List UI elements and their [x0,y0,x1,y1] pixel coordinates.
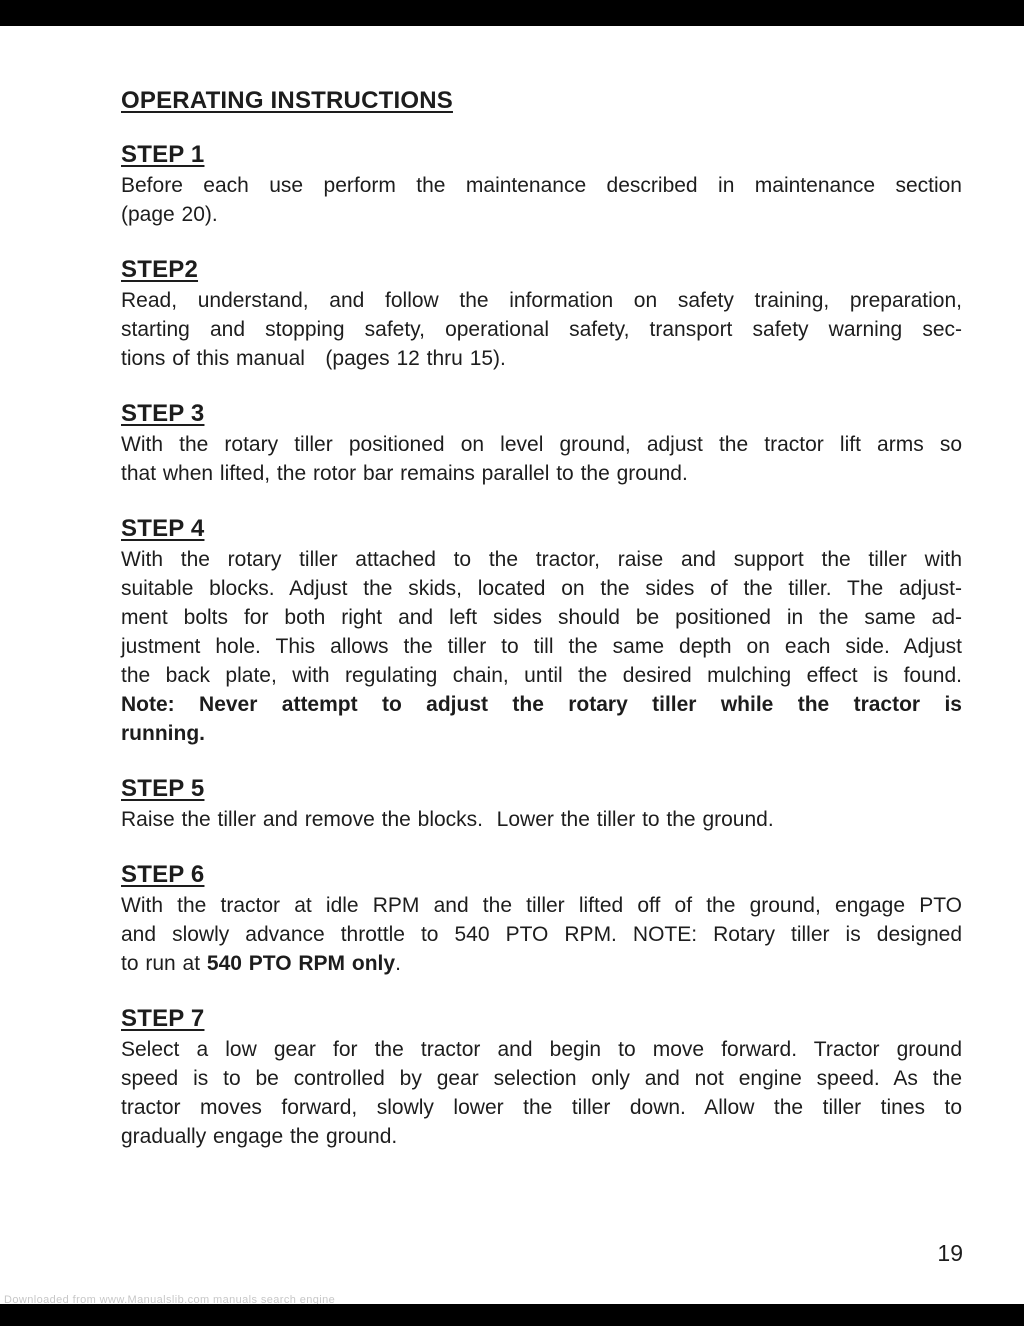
page-number: 19 [937,1240,963,1266]
text-line: Select a low gear for the tractor and begin to move forward. Tractor ground [121,1038,962,1061]
text-line: and slowly advance throttle to 540 PTO RPM. NOTE: Rotary tiller is designed [121,923,962,946]
text-line: suitable blocks. Adjust the skids, located on the sides of the tiller. The adjust- [121,577,962,600]
step-paragraph [121,805,962,834]
step-paragraph [121,545,962,748]
text-line: that when lifted, the rotor bar remains parallel to the ground. [121,462,688,485]
section-step-6 [121,862,962,978]
text-line: With the rotary tiller attached to the tractor, raise and support the tiller with [121,548,962,571]
step-heading: STEP 5 [121,775,205,802]
watermark-text: Downloaded from www.Manualslib.com manuals search engine [4,1294,336,1304]
step-heading: STEP 7 [121,1005,205,1032]
text-line: to run at 540 PTO RPM only. [121,952,401,975]
step-heading: STEP 3 [121,400,205,427]
text-line: speed is to be controlled by gear selection only and not engine speed. As the [121,1067,962,1090]
text-line: justment hole. This allows the tiller to till the same depth on each side. Adjust [121,635,962,658]
section-step-4 [121,516,962,748]
step-paragraph [121,430,962,488]
top-edge-bar [0,0,1024,26]
section-step-1 [121,142,962,229]
section-step-5 [121,776,962,834]
text-line: With the rotary tiller positioned on level ground, adjust the tractor lift arms so [121,433,962,456]
text-line: Raise the tiller and remove the blocks. Lower the tiller to the ground. [121,808,774,831]
step-paragraph [121,171,962,229]
text-line: Before each use perform the maintenance described in maintenance section [121,174,962,197]
text-line: the back plate, with regulating chain, until the desired mulching effect is found. [121,664,962,687]
step-paragraph [121,1035,962,1151]
section-step-7 [121,1006,962,1151]
step-heading: STEP2 [121,256,199,283]
bottom-edge-bar [0,1304,1024,1326]
text-line: Note: Never attempt to adjust the rotary tiller while the tractor is [121,693,962,716]
document-content [121,88,962,1151]
text-line: ment bolts for both right and left sides should be positioned in the same ad- [121,606,962,629]
step-heading: STEP 1 [121,141,205,168]
text-line: (page 20). [121,203,218,226]
text-line: running. [121,722,205,745]
page-title: OPERATING INSTRUCTIONS [121,87,453,114]
step-heading: STEP 6 [121,861,205,888]
step-heading: STEP 4 [121,515,205,542]
step-paragraph [121,891,962,978]
text-line: tractor moves forward, slowly lower the tiller down. Allow the tiller tines to [121,1096,962,1119]
text-line: With the tractor at idle RPM and the tiller lifted off of the ground, engage PTO [121,894,962,917]
section-step-3 [121,401,962,488]
text-line: tions of this manual (pages 12 thru 15). [121,347,506,370]
text-line: starting and stopping safety, operational safety, transport safety warning sec- [121,318,962,341]
text-line: Read, understand, and follow the information on safety training, preparation, [121,289,962,312]
step-paragraph [121,286,962,373]
text-line: gradually engage the ground. [121,1125,398,1148]
section-step-2 [121,257,962,373]
